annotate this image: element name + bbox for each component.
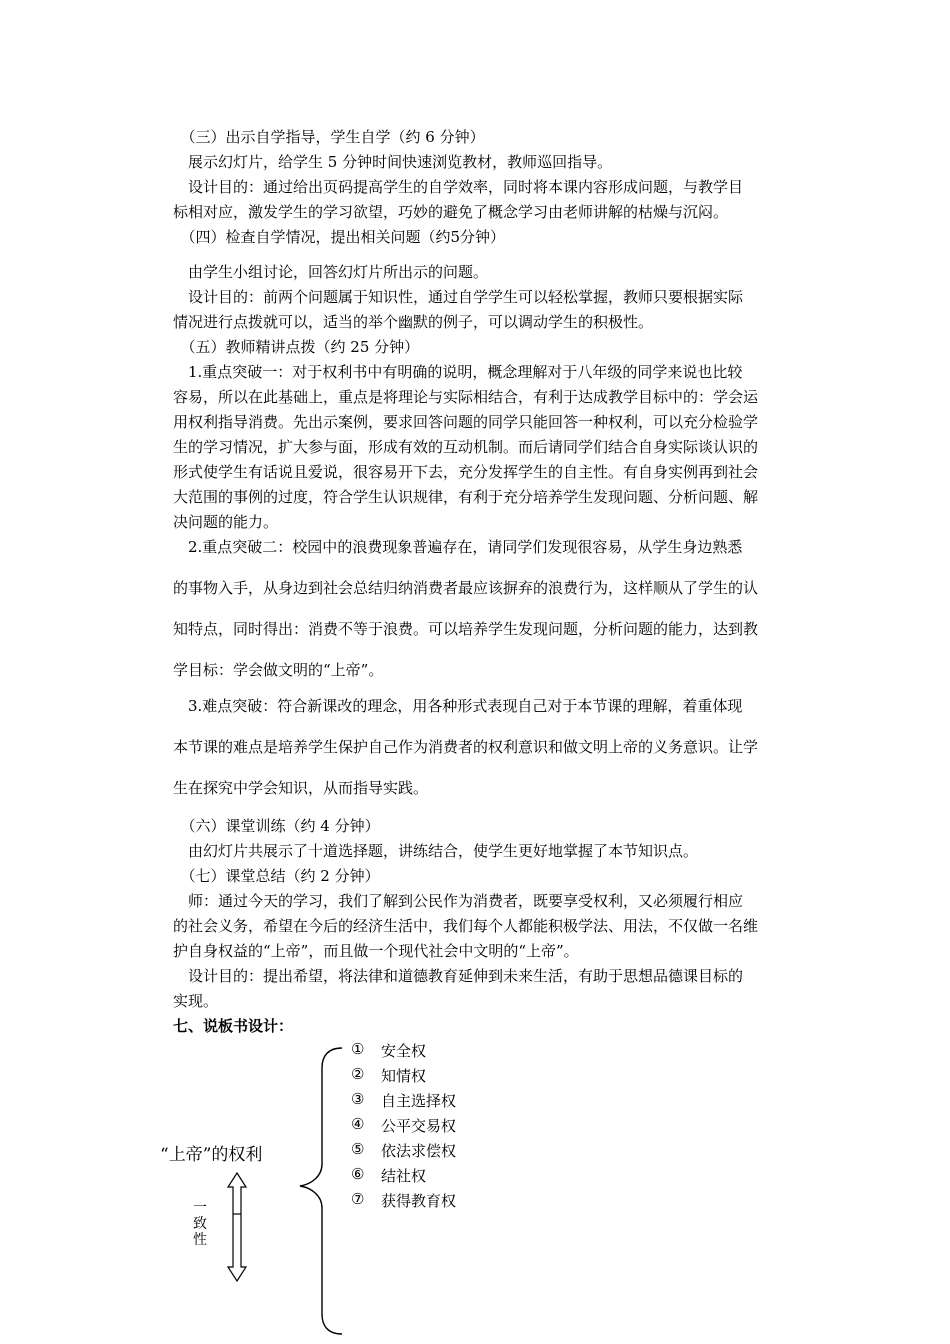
text-line: 护自身权益的“上帝”，而且做一个现代社会中文明的“上帝”。 — [173, 942, 579, 960]
text-line: 由学生小组讨论，回答幻灯片所出示的问题。 — [173, 263, 489, 281]
text-line: 展示幻灯片，给学生 5 分钟时间快速浏览教材，教师巡回指导。 — [173, 153, 613, 171]
text-line: 学目标：学会做文明的“上帝”。 — [173, 661, 384, 679]
consistency-char: 致 — [193, 1216, 207, 1232]
text-line: 设计目的：提出希望，将法律和道德教育延伸到未来生活，有助于思想品德课目标的 — [173, 967, 744, 985]
text-line: 的事物入手，从身边到社会总结归纳消费者最应该摒弃的浪费行为，这样顺从了学生的认 — [173, 579, 759, 597]
text-line: 知特点，同时得出：消费不等于浪费。可以培养学生发现问题，分析问题的能力，达到教 — [173, 620, 759, 638]
right-item: 知情权 — [381, 1067, 427, 1085]
text-line: 的社会义务，希望在今后的经济生活中，我们每个人都能积极学法、用法，不仅做一名维 — [173, 917, 759, 935]
text-line: 大范围的事例的过度，符合学生认识规律，有利于充分培养学生发现问题、分析问题、解 — [173, 488, 759, 506]
right-item: 公平交易权 — [381, 1117, 457, 1135]
section-heading-board-design: 七、说板书设计： — [173, 1017, 294, 1035]
double-arrow — [226, 1172, 248, 1282]
board-left-title: “上帝”的权利 — [160, 1145, 263, 1165]
consistency-char: 一 — [193, 1200, 207, 1216]
right-item-number: ① — [351, 1040, 365, 1058]
right-item-number: ⑦ — [351, 1190, 365, 1208]
right-item-number: ② — [351, 1065, 365, 1083]
text-line: 情况进行点拨就可以，适当的举个幽默的例子，可以调动学生的积极性。 — [173, 313, 654, 331]
text-line: 由幻灯片共展示了十道选择题，讲练结合，使学生更好地掌握了本节知识点。 — [173, 842, 699, 860]
text-line: 师：通过今天的学习，我们了解到公民作为消费者，既要享受权利，又必须履行相应 — [173, 892, 744, 910]
right-item: 依法求偿权 — [381, 1142, 457, 1160]
right-item: 结社权 — [381, 1167, 427, 1185]
heading-class-practice: （六）课堂训练（约 4 分钟） — [173, 817, 380, 835]
text-line: 2.重点突破二：校园中的浪费现象普遍存在，请同学们发现很容易，从学生身边熟悉 — [173, 538, 743, 556]
right-item-number: ⑤ — [351, 1140, 365, 1158]
text-line: 生的学习情况，扩大参与面，形成有效的互动机制。而后请同学们结合自身实际谈认识的 — [173, 438, 759, 456]
text-line: 形式使学生有话说且爱说，很容易开下去，充分发挥学生的自主性。有自身实例再到社会 — [173, 463, 759, 481]
heading-class-summary: （七）课堂总结（约 2 分钟） — [173, 867, 380, 885]
heading-teacher-explain: （五）教师精讲点拨（约 25 分钟） — [173, 338, 420, 356]
right-item-number: ④ — [351, 1115, 365, 1133]
right-item: 自主选择权 — [381, 1092, 457, 1110]
text-line: 决问题的能力。 — [173, 513, 279, 531]
text-line: 标相对应，激发学生的学习欲望，巧妙的避免了概念学习由老师讲解的枯燥与沉闷。 — [173, 203, 729, 221]
text-line: 设计目的：前两个问题属于知识性，通过自学学生可以轻松掌握，教师只要根据实际 — [173, 288, 744, 306]
consistency-char: 性 — [193, 1232, 207, 1248]
heading-check-study: （四）检查自学情况，提出相关问题（约5分钟） — [173, 228, 506, 246]
right-item: 获得教育权 — [381, 1192, 457, 1210]
text-line: 实现。 — [173, 992, 219, 1010]
text-line: 1.重点突破一：对于权利书中有明确的说明，概念理解对于八年级的同学来说也比较 — [173, 363, 743, 381]
text-line: 设计目的：通过给出页码提高学生的自学效率，同时将本课内容形成问题，与教学目 — [173, 178, 744, 196]
text-line: 本节课的难点是培养学生保护自己作为消费者的权利意识和做文明上帝的义务意识。让学 — [173, 738, 759, 756]
text-line: 3.难点突破：符合新课改的理念，用各种形式表现自己对于本节课的理解，着重体现 — [173, 697, 743, 715]
right-item-number: ⑥ — [351, 1165, 365, 1183]
right-item: 安全权 — [381, 1042, 427, 1060]
text-line: 用权利指导消费。先出示案例，要求回答问题的同学只能回答一种权利，可以充分检验学 — [173, 413, 759, 431]
curly-brace — [298, 1046, 348, 1336]
right-item-number: ③ — [351, 1090, 365, 1108]
heading-self-study: （三）出示自学指导，学生自学（约 6 分钟） — [173, 128, 485, 146]
text-line: 生在探究中学会知识，从而指导实践。 — [173, 779, 429, 797]
text-line: 容易，所以在此基础上，重点是将理论与实际相结合，有利于达成教学目标中的：学会运 — [173, 388, 759, 406]
